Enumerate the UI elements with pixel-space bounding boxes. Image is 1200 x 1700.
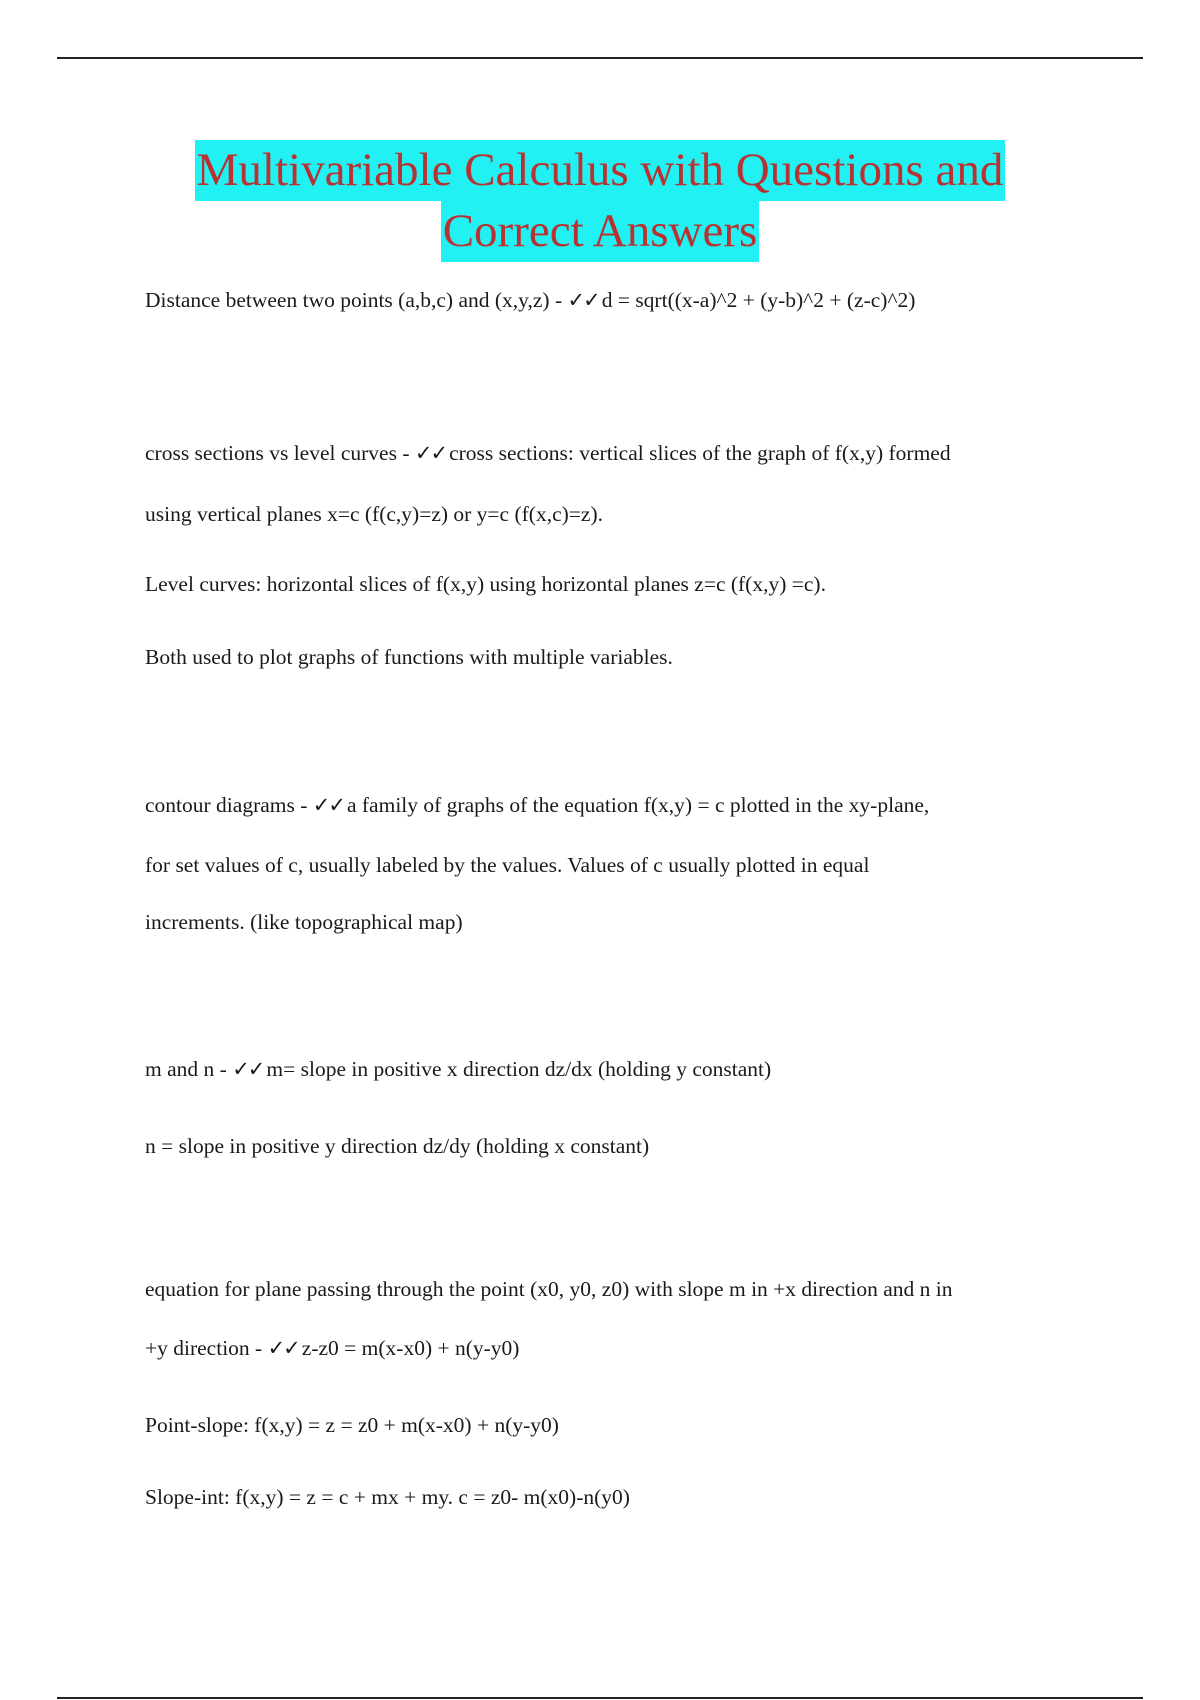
check-mark-icon: ✓✓ xyxy=(232,1057,264,1081)
answer-line: Slope-int: f(x,y) = z = c + mx + my. c = z0- m(x0)-n(y0) xyxy=(145,1485,630,1509)
check-mark-icon: ✓✓ xyxy=(414,441,447,465)
question-text: +y direction - xyxy=(145,1336,268,1360)
entry-plane-equation-cont xyxy=(145,1332,1085,1364)
question-text: cross sections vs level curves - xyxy=(145,441,415,465)
entry-m-and-n xyxy=(145,1053,1085,1085)
answer-line: increments. (like topographical map) xyxy=(145,910,463,934)
entry-cross-sections xyxy=(145,437,1085,469)
answer-line: Level curves: horizontal slices of f(x,y) using horizontal planes z=c (f(x,y) =c). xyxy=(145,572,826,596)
answer-line: for set values of c, usually labeled by the values. Values of c usually plotted in equal xyxy=(145,853,870,877)
answer-text: a family of graphs of the equation f(x,y) = c plotted in the xy-plane, xyxy=(346,793,930,817)
question-text: Distance between two points (a,b,c) and (x,y,z) - xyxy=(145,288,568,312)
answer-line: using vertical planes x=c (f(c,y)=z) or y=c (f(x,c)=z). xyxy=(145,502,603,526)
answer-line: Point-slope: f(x,y) = z = z0 + m(x-x0) + n(y-y0) xyxy=(145,1413,559,1437)
check-mark-icon: ✓✓ xyxy=(567,288,599,312)
entry-contour-diagrams xyxy=(145,789,1085,821)
answer-text: cross sections: vertical slices of the graph of f(x,y) formed xyxy=(449,441,951,465)
title-line-2: Correct Answers xyxy=(441,201,760,262)
answer-line: Both used to plot graphs of functions with multiple variables. xyxy=(145,645,673,669)
title-line-1: Multivariable Calculus with Questions and xyxy=(195,140,1006,201)
answer-text: m= slope in positive x direction dz/dx (holding y constant) xyxy=(266,1057,772,1081)
question-text: contour diagrams - xyxy=(145,793,313,817)
check-mark-icon: ✓✓ xyxy=(267,1336,299,1360)
bottom-rule xyxy=(57,1697,1143,1699)
answer-text: z-z0 = m(x-x0) + n(y-y0) xyxy=(301,1336,520,1360)
check-mark-icon: ✓✓ xyxy=(312,793,344,817)
question-text: m and n - xyxy=(145,1057,233,1081)
entry-plane-equation: equation for plane passing through the point (x0, y0, z0) with slope m in +x direction and n in xyxy=(145,1277,953,1301)
document-title xyxy=(57,140,1143,262)
entry-distance xyxy=(145,284,1085,316)
top-rule xyxy=(57,57,1143,59)
answer-text: d = sqrt((x-a)^2 + (y-b)^2 + (z-c)^2) xyxy=(601,288,916,312)
answer-line: n = slope in positive y direction dz/dy (holding x constant) xyxy=(145,1134,650,1158)
